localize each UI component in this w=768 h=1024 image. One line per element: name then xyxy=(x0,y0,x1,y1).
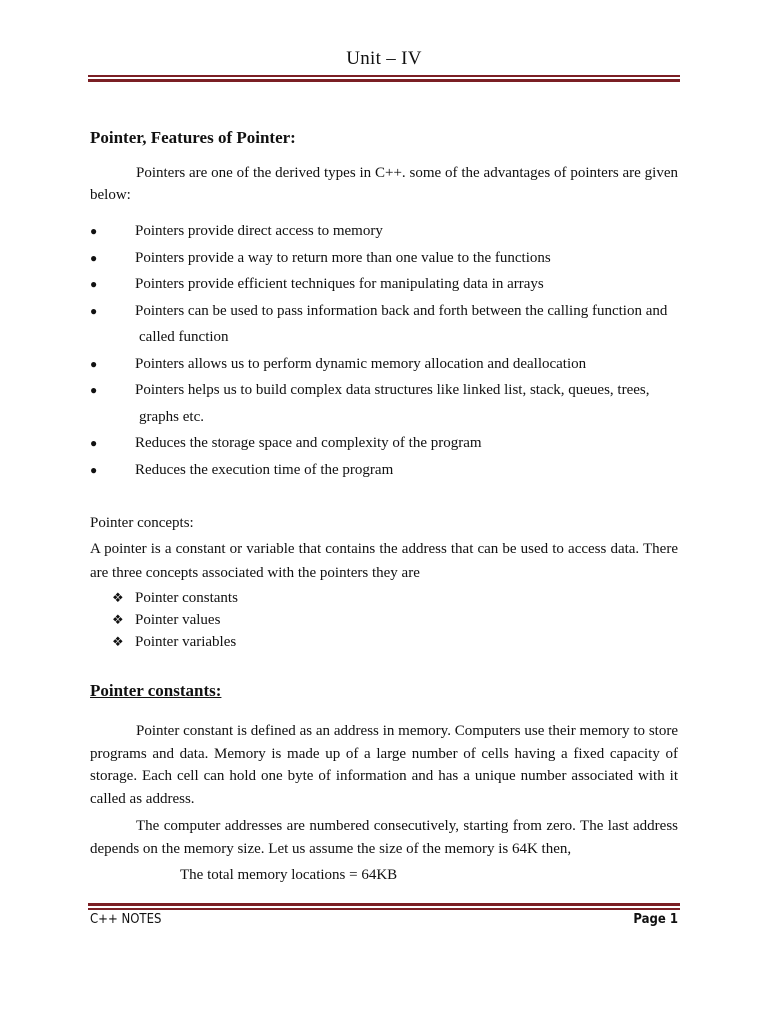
bullet-icon: ● xyxy=(90,462,98,477)
advantages-list-block xyxy=(90,218,678,483)
list-item-continuation: graphs etc. xyxy=(139,408,204,425)
pointer-constants-body xyxy=(90,720,678,886)
page-number: Page 1 xyxy=(633,912,678,927)
constants-paragraph-1: Pointer constant is defined as an address in memory. Computers use their memory to store programs and data. Memory is made up of a large number of cells having a fixed capacity of storage. Each cell can hold one byte of information and has a unique number associated with it called as address. xyxy=(90,723,678,807)
page-header-title: Unit – IV xyxy=(346,48,422,69)
section-features xyxy=(90,127,678,149)
list-item-continuation: called function xyxy=(139,329,229,345)
list-item: ❖ Pointer values xyxy=(90,609,678,631)
intro-paragraph: Pointers are one of the derived types in C++. some of the advantages of pointers are given below: xyxy=(90,165,678,203)
bullet-icon: ● xyxy=(90,250,98,265)
bullet-icon: ● xyxy=(90,303,98,318)
list-item: ● Pointers can be used to pass information back and forth between the calling function and called function xyxy=(90,298,678,351)
list-item: ● Pointers provide a way to return more than one value to the functions xyxy=(90,245,678,272)
bullet-icon: ● xyxy=(90,224,98,238)
list-item: ● Pointers helps us to build complex data structures like linked list, stack, queues, trees, graphs etc. xyxy=(90,377,678,430)
concepts-list xyxy=(90,587,678,653)
bullet-icon: ● xyxy=(90,383,98,397)
diamond-bullet-icon: ❖ xyxy=(112,634,124,649)
bullet-icon: ● xyxy=(90,277,98,291)
intro-paragraph-block xyxy=(90,163,678,207)
list-item: ● Reduces the execution time of the program xyxy=(90,457,678,484)
list-item: ❖ Pointer constants xyxy=(90,587,678,609)
concepts-paragraph: A pointer is a constant or variable that contains the address that can be used to access data. There are three concepts associated with the pointers they are xyxy=(90,541,678,581)
section-heading-pointer-constants: Pointer constants: xyxy=(90,681,222,700)
list-item: ● Pointers provide direct access to memory xyxy=(90,218,678,245)
list-item: ● Reduces the storage space and complexity of the program xyxy=(90,430,678,457)
memory-formula: The total memory locations = 64KB xyxy=(180,867,398,883)
diamond-bullet-icon: ❖ xyxy=(112,612,124,627)
list-item: ● Pointers allows us to perform dynamic memory allocation and deallocation xyxy=(90,351,678,378)
advantages-list xyxy=(90,218,678,483)
list-item: ● Pointers provide efficient techniques for manipulating data in arrays xyxy=(90,271,678,298)
footer-rule xyxy=(88,903,680,910)
bullet-icon: ● xyxy=(90,436,98,450)
constants-paragraph-2: The computer addresses are numbered consecutively, starting from zero. The last address depends on the memory size. Let us assume the size of the memory is 64K then, xyxy=(90,818,678,857)
concepts-block xyxy=(90,512,678,653)
diamond-bullet-icon: ❖ xyxy=(112,590,124,605)
footer-left-label: C++ NOTES xyxy=(90,912,162,927)
section-heading-features: Pointer, Features of Pointer: xyxy=(90,128,296,147)
header-rule xyxy=(88,75,680,82)
bullet-icon: ● xyxy=(90,356,98,371)
list-item: ❖ Pointer variables xyxy=(90,631,678,653)
concepts-label: Pointer concepts: xyxy=(90,515,194,531)
section-pointer-constants xyxy=(90,680,678,702)
